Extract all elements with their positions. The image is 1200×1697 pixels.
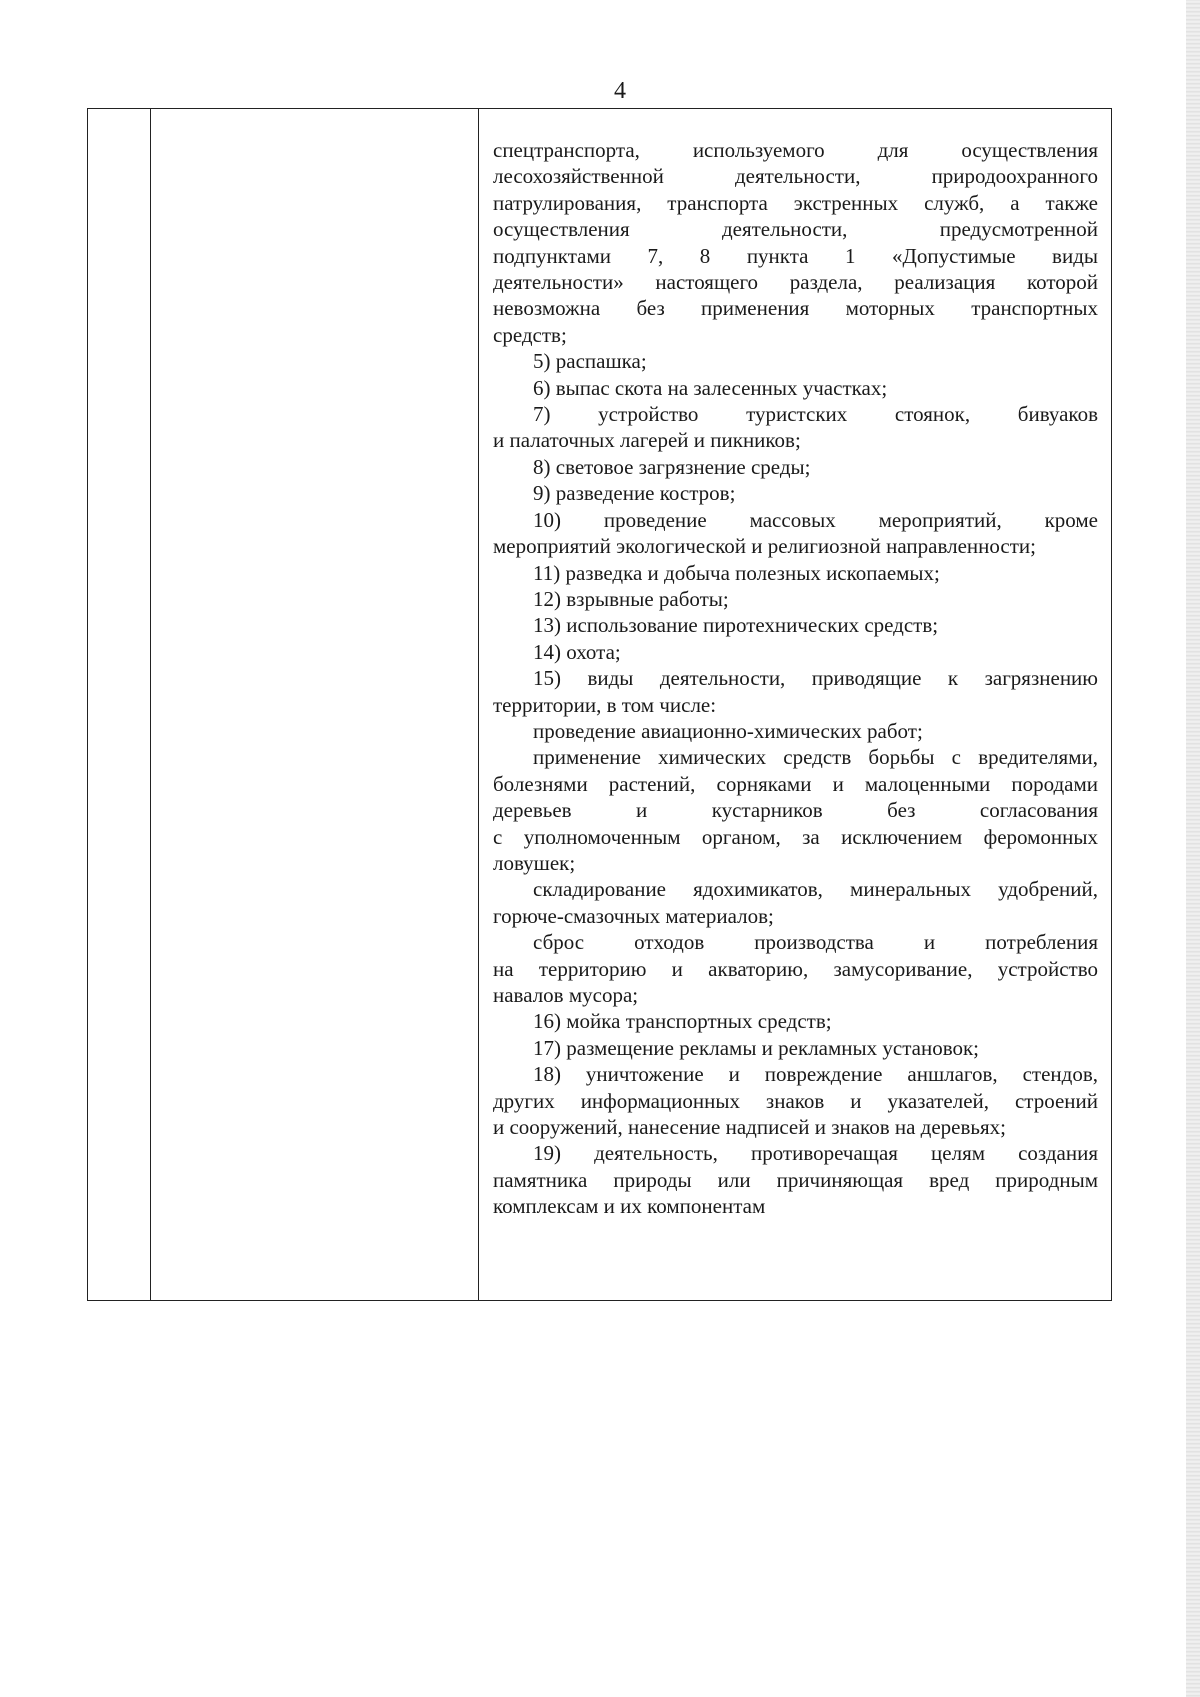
scan-edge xyxy=(1186,0,1200,1697)
list-item: 7) устройство туристских стоянок, бивуаков xyxy=(533,402,1098,427)
sub-item: сброс отходов производства и потребления xyxy=(533,930,1098,955)
list-item: 8) световое загрязнение среды; xyxy=(533,454,811,479)
text-line: ловушек; xyxy=(493,850,576,875)
text-line: спецтранспорта, используемого для осуществления xyxy=(493,138,1098,162)
text-line: навалов мусора; xyxy=(493,983,639,1007)
list-item: 12) взрывные работы; xyxy=(533,586,729,611)
text-line: и палаточных лагерей и пикников; xyxy=(493,428,801,453)
sub-item: проведение авиационно-химических работ; xyxy=(533,718,923,743)
list-item: 11) разведка и добыча полезных ископаемых; xyxy=(533,560,940,585)
list-item: 14) охота; xyxy=(533,639,621,664)
list-item: 6) выпас скота на залесенных участках; xyxy=(533,375,888,400)
text-line: памятника природы или причиняющая вред природным xyxy=(493,1167,1098,1192)
text-line: лесохозяйственной деятельности, природоохранного xyxy=(493,164,1098,189)
sub-item: складирование ядохимикатов, минеральных удобрений, xyxy=(533,877,1098,902)
sub-item: применение химических средств борьбы с вредителями, xyxy=(533,745,1098,770)
text-line: на территорию и акваторию, замусоривание, устройство xyxy=(493,956,1098,981)
list-item: 16) мойка транспортных средств; xyxy=(533,1009,832,1034)
list-item: 17) размещение рекламы и рекламных установок; xyxy=(533,1035,980,1060)
text-line: осуществления деятельности, предусмотренной xyxy=(493,217,1098,242)
prohibited-activities-cell xyxy=(493,137,1098,1220)
text-line: болезнями растений, сорняками и малоценными породами xyxy=(493,771,1098,796)
text-line: невозможна без применения моторных транспортных xyxy=(493,296,1098,321)
text-line: других информационных знаков и указателей, строений xyxy=(493,1088,1098,1113)
text-line: и сооружений, нанесение надписей и знаков на деревьях; xyxy=(493,1115,1006,1140)
text-line: с уполномоченным органом, за исключением феромонных xyxy=(493,824,1098,849)
text-line: горюче-смазочных материалов; xyxy=(493,903,774,928)
document-table xyxy=(87,108,1112,1301)
column-divider-2 xyxy=(478,109,479,1300)
text-line: патрулирования, транспорта экстренных служб, а также xyxy=(493,190,1098,215)
text-line: территории, в том числе: xyxy=(493,692,717,717)
text-line: подпунктами 7, 8 пункта 1 «Допустимые виды xyxy=(493,243,1098,268)
page-number: 4 xyxy=(614,78,626,104)
text-line: мероприятий экологической и религиозной направленности; xyxy=(493,534,1036,559)
list-item: 13) использование пиротехнических средств; xyxy=(533,613,939,638)
list-item: 19) деятельность, противоречащая целям создания xyxy=(533,1141,1098,1166)
list-item: 10) проведение массовых мероприятий, кроме xyxy=(533,507,1098,532)
text-line: средств; xyxy=(493,322,567,347)
list-item: 18) уничтожение и повреждение аншлагов, стендов, xyxy=(533,1062,1098,1087)
text-line: комплексам и их компонентам xyxy=(493,1194,766,1219)
list-item: 15) виды деятельности, приводящие к загрязнению xyxy=(533,666,1098,691)
text-line: деятельности» настоящего раздела, реализация которой xyxy=(493,270,1098,295)
list-item: 5) распашка; xyxy=(533,349,647,374)
text-line: деревьев и кустарников без согласования xyxy=(493,798,1098,823)
list-item: 9) разведение костров; xyxy=(533,481,736,506)
column-divider-1 xyxy=(150,109,151,1300)
